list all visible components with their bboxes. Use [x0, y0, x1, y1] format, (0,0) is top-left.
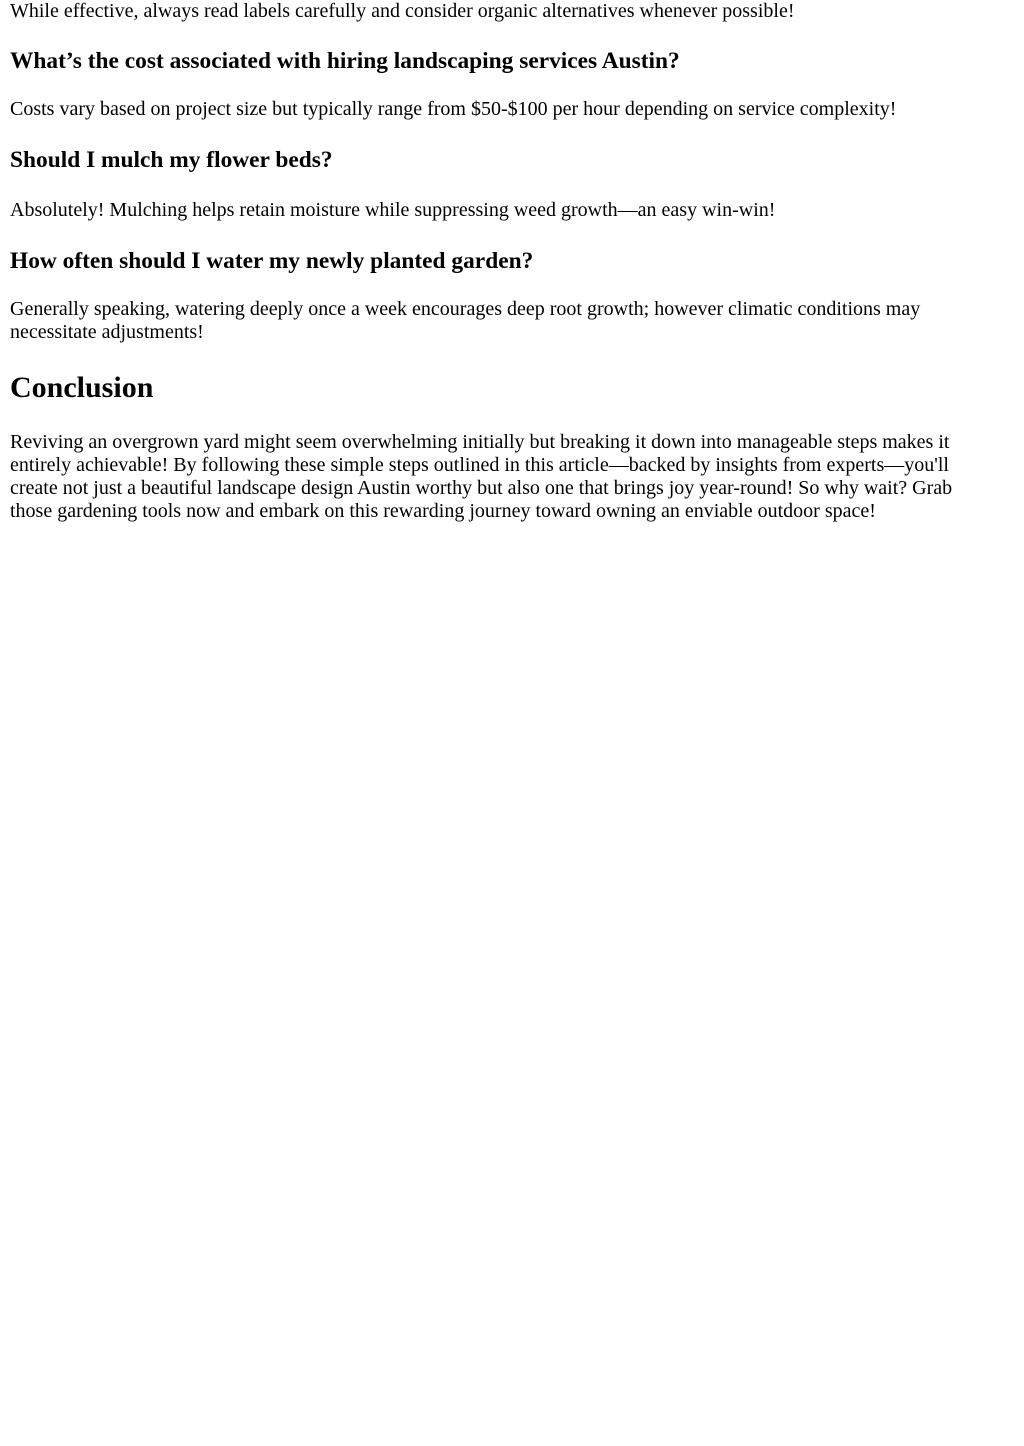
faq-question-watering: How often should I water my newly planted garden? [10, 248, 534, 274]
faq-answer-watering: Generally speaking, watering deeply once a week encourages deep root growth; however climatic conditions may necessitate adjustments! [10, 298, 921, 343]
intro-paragraph: While effective, always read labels carefully and consider organic alternatives whenever possible! [10, 0, 795, 22]
conclusion-heading: Conclusion [10, 371, 154, 404]
faq-question-cost: What’s the cost associated with hiring landscaping services Austin? [10, 48, 680, 74]
faq-question-mulch: Should I mulch my flower beds? [10, 147, 333, 173]
faq-answer-cost: Costs vary based on project size but typically range from $50-$100 per hour depending on service complexity! [10, 98, 897, 120]
conclusion-paragraph: Reviving an overgrown yard might seem overwhelming initially but breaking it down into manageable steps makes it entirely achievable! By following these simple steps outlined in this article—backed by insights from experts—you'll create not just a beautiful landscape design Austin worthy but also one that brings joy year-round! So why wait? Grab those gardening tools now and embark on this rewarding journey toward owning an enviable outdoor space! [10, 431, 953, 522]
faq-answer-mulch: Absolutely! Mulching helps retain moisture while suppressing weed growth—an easy win-win! [10, 199, 776, 221]
